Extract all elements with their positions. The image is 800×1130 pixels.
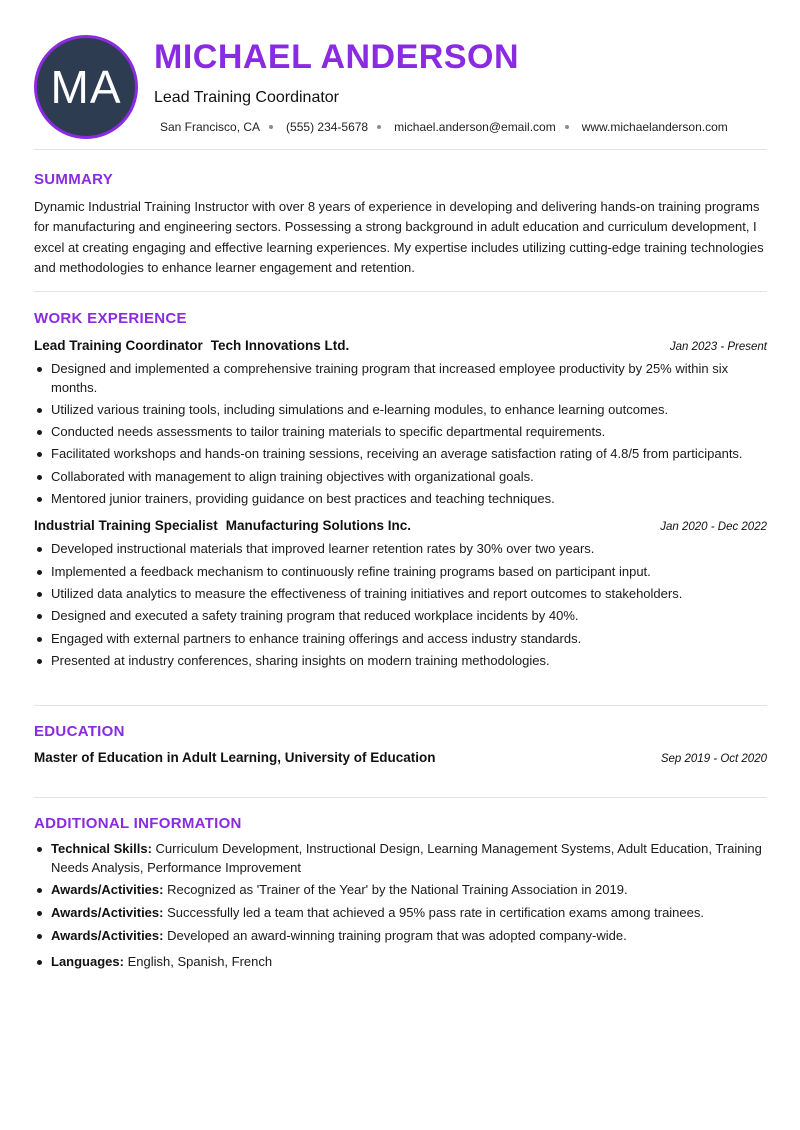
additional-information-section bbox=[34, 798, 767, 972]
job-entry bbox=[34, 338, 767, 508]
list-item-skills bbox=[34, 840, 767, 877]
list-item: Collaborated with management to align training objectives with organizational goals. bbox=[34, 468, 767, 487]
skills-label: Technical Skills: bbox=[51, 841, 152, 856]
job-company: Manufacturing Solutions Inc. bbox=[225, 518, 412, 534]
job-title: Industrial Training Specialist bbox=[34, 518, 218, 534]
job-title-line bbox=[34, 338, 349, 353]
award-value: Successfully led a team that achieved a 95% pass rate in certification exams among trainees. bbox=[167, 904, 704, 920]
list-item: Presented at industry conferences, sharing insights on modern training methodologies. bbox=[34, 652, 767, 671]
job-company: Tech Innovations Ltd. bbox=[210, 338, 350, 353]
job-entry bbox=[34, 518, 767, 670]
list-item: Designed and implemented a comprehensive training program that increased employee productivity by 25% within six months. bbox=[34, 360, 767, 397]
education-entry bbox=[34, 750, 767, 765]
separator-dot-icon bbox=[565, 125, 569, 129]
job-date: Jan 2020 - Dec 2022 bbox=[660, 521, 767, 534]
job-date: Jan 2023 - Present bbox=[669, 341, 767, 353]
list-item: Conducted needs assessments to tailor training materials to specific departmental requirements. bbox=[34, 423, 767, 442]
contact-email[interactable]: michael.anderson@email.com bbox=[394, 120, 556, 134]
list-item: Designed and executed a safety training program that reduced workplace incidents by 40%. bbox=[34, 607, 767, 626]
work-experience-section bbox=[34, 292, 767, 706]
avatar-initials: MA bbox=[50, 61, 122, 113]
list-item-languages bbox=[34, 953, 767, 972]
awards-label: Awards/Activities: bbox=[51, 882, 164, 898]
list-item: Facilitated workshops and hands-on training sessions, receiving an average satisfaction rating of 4.8/5 from participants. bbox=[34, 445, 767, 464]
job-header bbox=[34, 338, 767, 353]
awards-label: Awards/Activities: bbox=[51, 904, 164, 920]
contact-location: San Francisco, CA bbox=[160, 120, 261, 134]
summary-text: Dynamic Industrial Training Instructor with over 8 years of experience in developing and delivering hands-on training programs for manufacturing and engineering sectors. Possessing a strong background in adult education and curriculum development, I excel at creating engaging and effective learning experiences. My expertise includes utilizing cutting-edge training technologies and methodologies to enhance learner engagement and retention. bbox=[34, 199, 764, 275]
job-title: Lead Training Coordinator bbox=[34, 338, 203, 353]
section-title-education: EDUCATION bbox=[34, 723, 125, 740]
resume-header bbox=[34, 0, 767, 150]
awards-label: Awards/Activities: bbox=[51, 927, 164, 943]
list-item: Engaged with external partners to enhance training offerings and access industry standards. bbox=[34, 630, 767, 649]
list-item-award bbox=[34, 904, 767, 923]
education-date: Sep 2019 - Oct 2020 bbox=[660, 753, 767, 765]
list-item: Mentored junior trainers, providing guidance on best practices and teaching techniques. bbox=[34, 490, 767, 509]
list-item-award bbox=[34, 881, 767, 900]
section-title-additional-information: ADDITIONAL INFORMATION bbox=[34, 815, 242, 832]
section-title-summary: SUMMARY bbox=[34, 171, 114, 188]
job-header bbox=[34, 518, 767, 533]
job-title-line bbox=[34, 518, 411, 533]
education-degree: Master of Education in Adult Learning, University of Education bbox=[34, 750, 436, 765]
list-item: Developed instructional materials that improved learner retention rates by 30% over two years. bbox=[34, 540, 767, 559]
candidate-name: MICHAEL ANDERSON bbox=[154, 38, 520, 76]
list-item: Implemented a feedback mechanism to continuously refine training programs based on participant input. bbox=[34, 563, 767, 582]
list-item: Utilized data analytics to measure the effectiveness of training initiatives and report outcomes to stakeholders. bbox=[34, 585, 767, 604]
separator-dot-icon bbox=[377, 125, 381, 129]
languages-value: English, Spanish, French bbox=[127, 954, 273, 970]
award-value: Recognized as 'Trainer of the Year' by the National Training Association in 2019. bbox=[167, 882, 628, 898]
skills-value: Curriculum Development, Instructional Design, Learning Management Systems, Adult Education, Training Needs Analysis, Performance Improvement bbox=[51, 841, 762, 875]
list-item-award bbox=[34, 927, 767, 946]
list-item: Utilized various training tools, including simulations and e-learning modules, to enhance learning outcomes. bbox=[34, 401, 767, 420]
additional-bullets bbox=[34, 840, 767, 972]
section-title-work-experience: WORK EXPERIENCE bbox=[34, 310, 187, 327]
award-value: Developed an award-winning training program that was adopted company-wide. bbox=[167, 927, 627, 943]
job-bullets bbox=[34, 540, 767, 670]
separator-dot-icon bbox=[269, 125, 273, 129]
contact-phone: (555) 234-5678 bbox=[286, 120, 369, 134]
avatar bbox=[34, 35, 138, 139]
contact-bar bbox=[160, 120, 728, 134]
candidate-role: Lead Training Coordinator bbox=[154, 89, 340, 106]
education-section bbox=[34, 706, 767, 798]
summary-section bbox=[34, 150, 767, 292]
languages-label: Languages: bbox=[51, 954, 124, 970]
job-bullets bbox=[34, 360, 767, 508]
contact-website[interactable]: www.michaelanderson.com bbox=[581, 120, 728, 134]
